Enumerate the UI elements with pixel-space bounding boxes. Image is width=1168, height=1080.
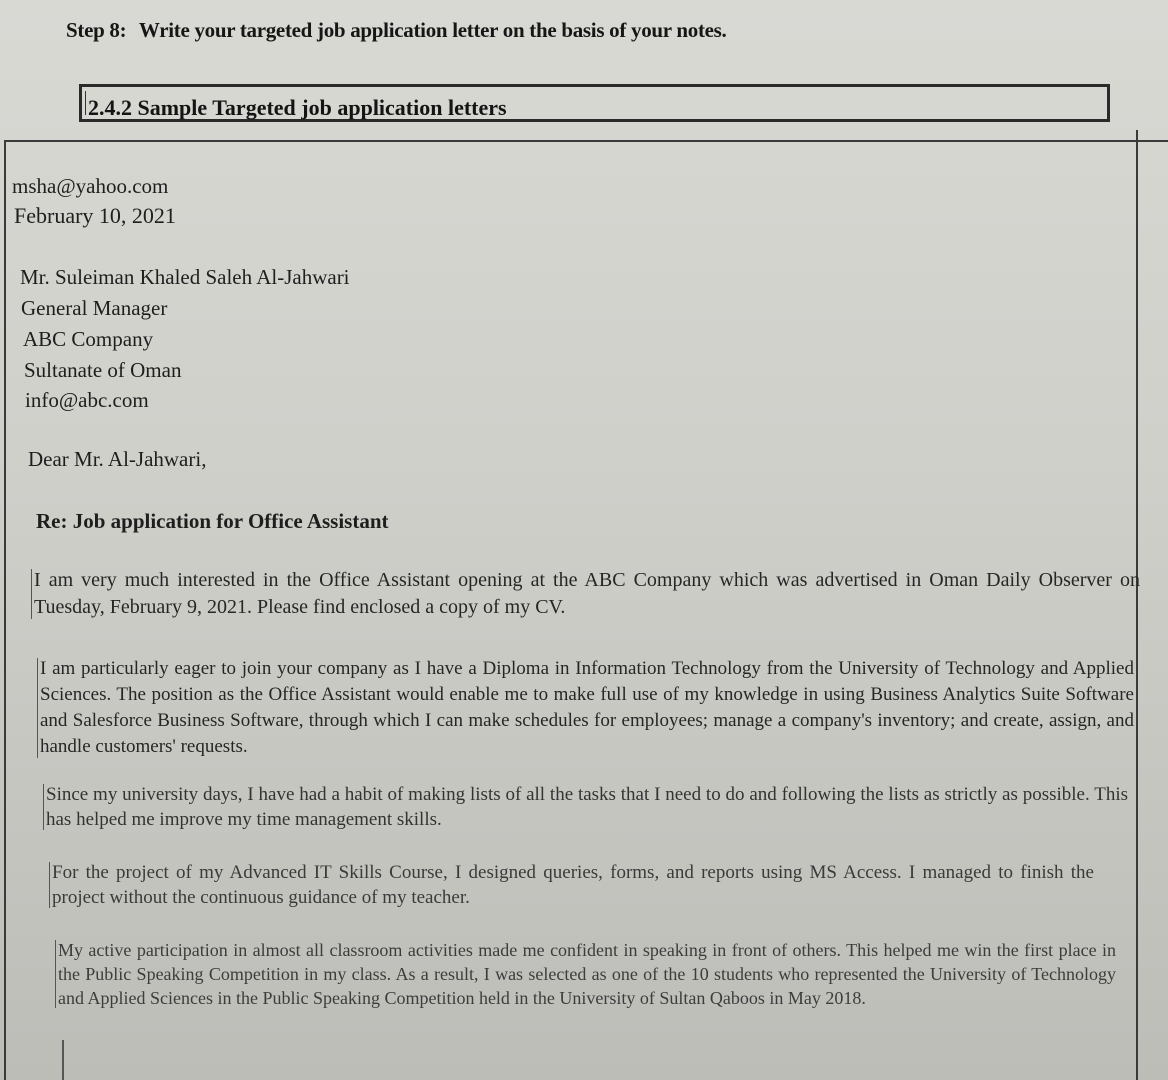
step-instruction (66, 18, 727, 43)
body-paragraph-4 (52, 860, 1094, 910)
body-paragraph-3 (46, 782, 1128, 832)
paragraph-margin-rule (37, 658, 38, 758)
recipient-email: info@abc.com (25, 388, 149, 412)
paragraph-text: My active participation in almost all classroom activities made me confident in speaking in front of others. This helped me win the first place in the Public Speaking Competition in my class. As a result, I was selected as one of the 10 students who represented the University of Technology and Applied Sciences in the Public Speaking Competition held in the University of Sultan Qaboos in May 2018. (58, 940, 1116, 1008)
paragraph-margin-rule (31, 569, 32, 619)
section-heading-box (79, 84, 1110, 122)
body-paragraph-2 (40, 656, 1134, 760)
paragraph-margin-rule (49, 862, 50, 908)
paragraph-text: I am particularly eager to join your company as I have a Diploma in Information Technology from the University of Technology and Applied Sciences. The position as the Office Assistant would enable me to make full use of my knowledge in using Business Analytics Suite Software and Salesforce Business Software, through which I can make schedules for employees; manage a company's inventory; and create, assign, and handle customers' requests. (40, 658, 1134, 757)
body-paragraph-1 (34, 567, 1140, 621)
recipient-company: ABC Company (23, 327, 154, 351)
text-cursor-rule (85, 91, 86, 115)
paragraph-text: Since my university days, I have had a habit of making lists of all the tasks that I need to do and following the lists as strictly as possible. This has helped me improve my time management skills. (46, 784, 1128, 830)
step-label: Step 8: (66, 18, 127, 42)
recipient-name: Mr. Suleiman Khaled Saleh Al-Jahwari (20, 265, 350, 289)
paragraph-margin-rule (55, 940, 56, 1008)
frame-bottom-rule (62, 1040, 64, 1080)
letter-date: February 10, 2021 (14, 203, 176, 228)
recipient-title: General Manager (21, 296, 168, 320)
recipient-country: Sultanate of Oman (24, 358, 182, 382)
paragraph-margin-rule (43, 784, 44, 830)
paragraph-text: For the project of my Advanced IT Skills Course, I designed queries, forms, and reports using MS Access. I managed to finish the project without the continuous guidance of my teacher. (52, 862, 1094, 908)
step-text: Write your targeted job application letter on the basis of your notes. (138, 18, 727, 42)
paragraph-text: I am very much interested in the Office Assistant opening at the ABC Company which was advertised in Oman Daily Observer on Tuesday, February 9, 2021. Please find enclosed a copy of my CV. (34, 569, 1140, 618)
salutation: Dear Mr. Al-Jahwari, (28, 447, 207, 471)
sender-email: msha@yahoo.com (12, 174, 169, 198)
section-title: 2.4.2 Sample Targeted job application letters (88, 95, 507, 120)
body-paragraph-5 (58, 938, 1116, 1010)
subject-line: Re: Job application for Office Assistant (36, 509, 389, 533)
